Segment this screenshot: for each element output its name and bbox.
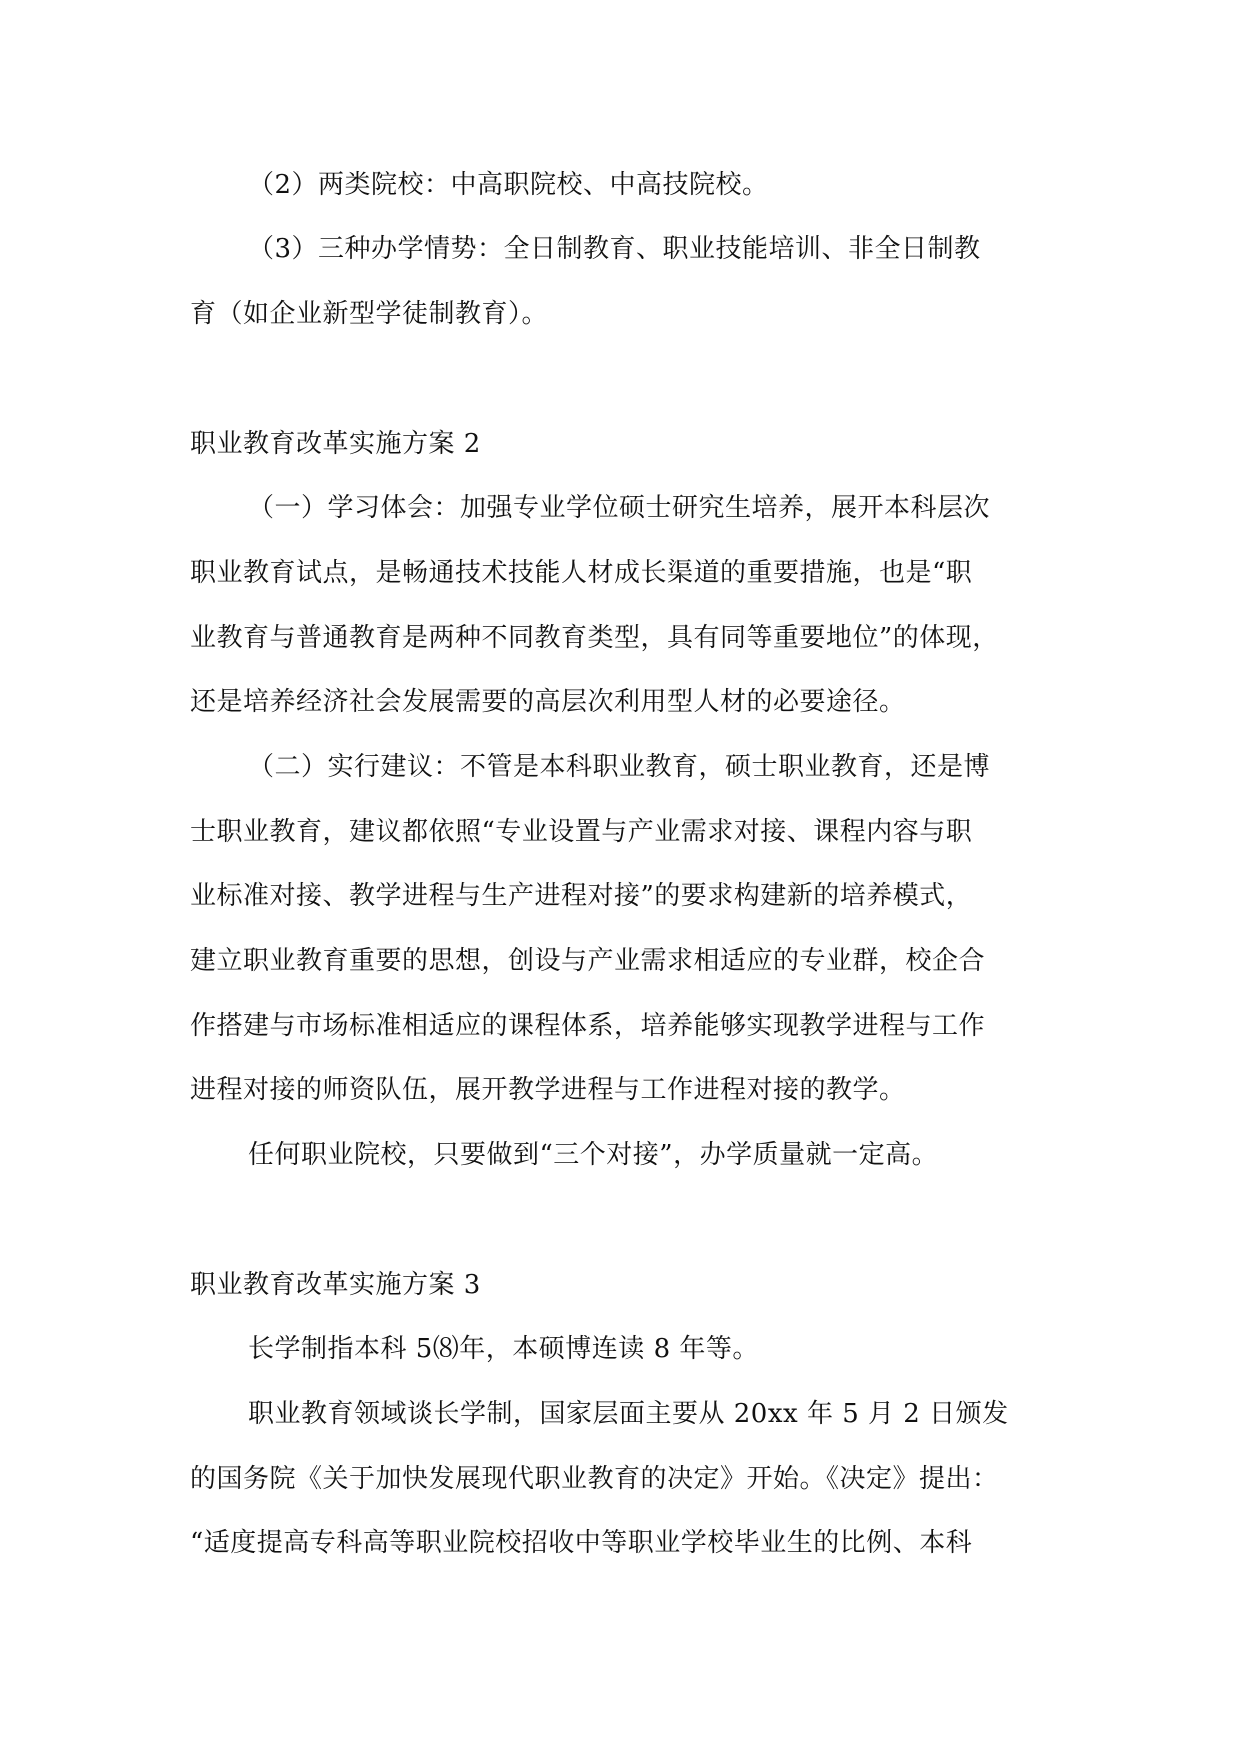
paragraph-line: （一）学习体会：加强专业学位硕士研究生培养，展开本科层次 (248, 493, 991, 523)
paragraph-line: （二）实行建议：不管是本科职业教育，硕士职业教育，还是博 (248, 752, 991, 782)
paragraph-line: 作搭建与市场标准相适应的课程体系，培养能够实现教学进程与工作 (190, 1011, 986, 1041)
section-heading: 职业教育改革实施方案 2 (190, 429, 481, 459)
paragraph-line: 业教育与普通教育是两种不同教育类型，具有同等重要地位”的体现， (190, 623, 999, 653)
paragraph-line: 还是培养经济社会发展需要的高层次利用型人材的必要途径。 (190, 687, 906, 717)
paragraph-line: 职业教育领域谈长学制，国家层面主要从 20xx 年 5 月 2 日颁发 (248, 1399, 1009, 1429)
paragraph-line: 任何职业院校，只要做到“三个对接”，办学质量就一定高。 (248, 1140, 939, 1170)
paragraph-line: 育（如企业新型学徒制教育）。 (190, 299, 549, 329)
paragraph-line: （3）三种办学情势：全日制教育、职业技能培训、非全日制教 (248, 234, 981, 264)
paragraph-line: 长学制指本科 5⑻年，本硕博连读 8 年等。 (248, 1334, 759, 1364)
paragraph-line: 的国务院《关于加快发展现代职业教育的决定》开始。《决定》提出： (190, 1464, 999, 1494)
paragraph-line: 进程对接的师资队伍，展开教学进程与工作进程对接的教学。 (190, 1075, 906, 1105)
section-heading: 职业教育改革实施方案 3 (190, 1270, 481, 1300)
paragraph-line: “适度提高专科高等职业院校招收中等职业学校毕业生的比例、本科 (190, 1528, 973, 1558)
paragraph-line: 建立职业教育重要的思想，创设与产业需求相适应的专业群，校企合 (190, 946, 986, 976)
paragraph-line: （2）两类院校：中高职院校、中高技院校。 (248, 170, 769, 200)
paragraph-line: 职业教育试点，是畅通技术技能人材成长渠道的重要措施，也是“职 (190, 558, 973, 588)
paragraph-line: 业标准对接、教学进程与生产进程对接”的要求构建新的培养模式， (190, 881, 973, 911)
paragraph-line: 士职业教育，建议都依照“专业设置与产业需求对接、课程内容与职 (190, 817, 973, 847)
